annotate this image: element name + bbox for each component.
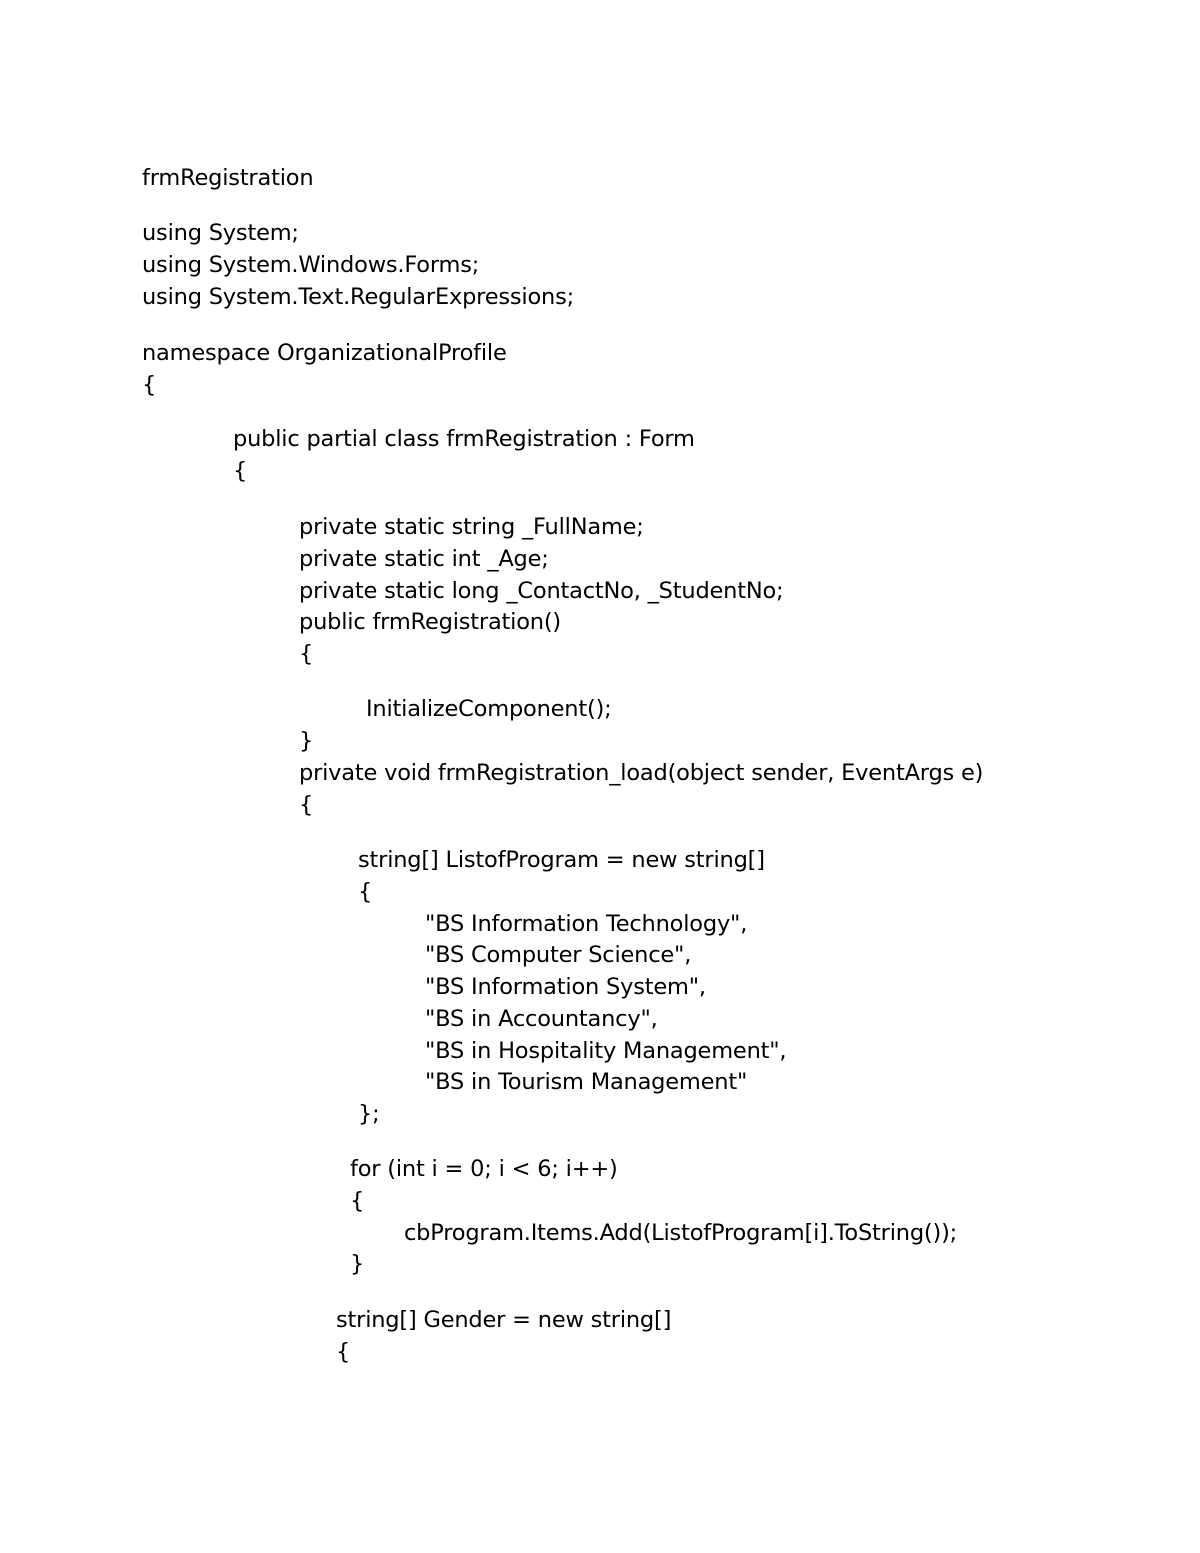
code-line: {	[299, 792, 314, 818]
code-line: private void frmRegistration_load(object sender, EventArgs e)	[299, 760, 984, 786]
code-line: using System;	[142, 220, 299, 246]
code-line: using System.Text.RegularExpressions;	[142, 284, 574, 310]
code-line: using System.Windows.Forms;	[142, 252, 480, 278]
code-line: {	[350, 1188, 365, 1214]
code-line: };	[358, 1101, 380, 1127]
code-line: "BS Computer Science",	[425, 942, 692, 968]
code-line: {	[142, 372, 157, 398]
code-line: private static int _Age;	[299, 546, 549, 572]
code-line: "BS Information Technology",	[425, 911, 748, 937]
code-line: private static string _FullName;	[299, 514, 644, 540]
code-line: {	[233, 458, 248, 484]
code-line: "BS Information System",	[425, 974, 706, 1000]
code-line: for (int i = 0; i < 6; i++)	[350, 1156, 618, 1182]
code-line: {	[358, 879, 373, 905]
code-line: cbProgram.Items.Add(ListofProgram[i].ToString());	[404, 1220, 958, 1246]
code-line: public frmRegistration()	[299, 609, 561, 635]
document-title: frmRegistration	[142, 165, 314, 191]
code-line: string[] ListofProgram = new string[]	[358, 847, 765, 873]
code-line: }	[299, 728, 314, 754]
code-line: "BS in Hospitality Management",	[425, 1038, 787, 1064]
code-line: }	[350, 1251, 365, 1277]
code-line: string[] Gender = new string[]	[336, 1307, 672, 1333]
code-line: "BS in Tourism Management"	[425, 1069, 748, 1095]
code-line: namespace OrganizationalProfile	[142, 340, 507, 366]
code-line: InitializeComponent();	[366, 696, 612, 722]
code-line: public partial class frmRegistration : Form	[233, 426, 695, 452]
code-line: {	[336, 1339, 351, 1365]
code-line: {	[299, 641, 314, 667]
code-line: "BS in Accountancy",	[425, 1006, 658, 1032]
code-line: private static long _ContactNo, _StudentNo;	[299, 578, 784, 604]
